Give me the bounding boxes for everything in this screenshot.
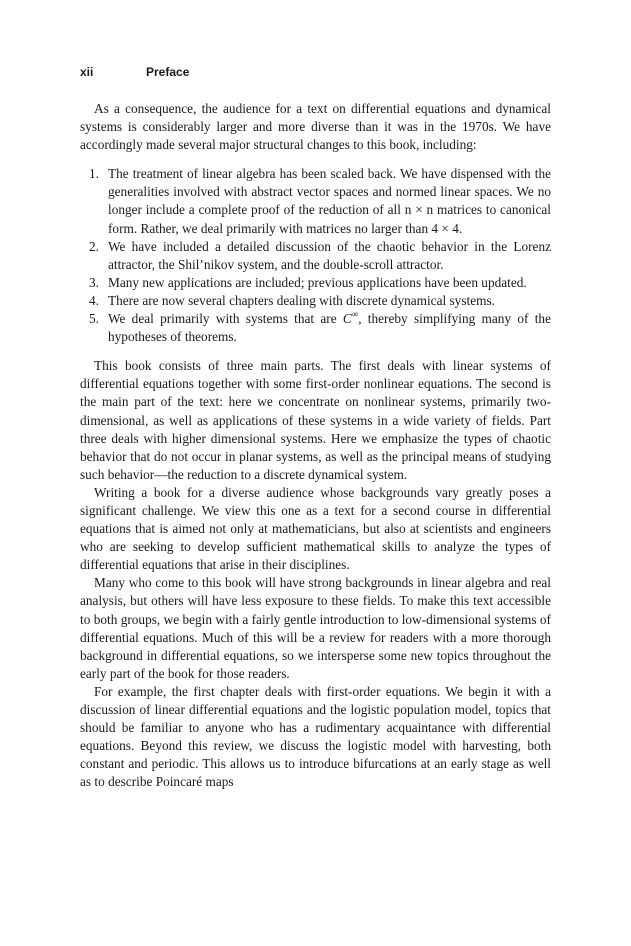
list-number: 4.	[89, 292, 99, 308]
body-paragraph: This book consists of three main parts. The first deals with linear systems of differential equations together with some first-order nonlinear equations. The second is the main part of the text: here we concentrate on nonlinear systems, primarily two-dimensional, as well as applications of these systems in a wide variety of fields. Part three deals with higher dimensional systems. Here we emphasize the types of chaotic behavior that do not occur in planar systems, as well as the principal means of studying such behavior—the reduction to a discrete dynamical system.	[80, 358, 551, 482]
list-item	[80, 292, 551, 310]
list-item	[80, 310, 551, 346]
book-page	[80, 64, 551, 791]
list-text-after: , thereby simplifying many of the hypotheses of theorems.	[108, 311, 551, 345]
body-paragraph: Writing a book for a diverse audience whose backgrounds vary greatly poses a significant challenge. We view this one as a text for a second course in differential equations that is aimed not only at mathematicians, but also at scientists and engineers who are seeking to develop sufficient mathematical skills to analyze the types of differential equations that arise in their disciplines.	[80, 484, 551, 573]
list-number: 2.	[89, 238, 99, 254]
list-number: 5.	[89, 311, 99, 327]
running-title: Preface	[146, 65, 190, 79]
page-number: xii	[80, 65, 94, 79]
list-item-text: The treatment of linear algebra has been scaled back. We have dispensed with the generalities involved with abstract vector spaces and normed linear spaces. We no longer include a complete proof of the reduction of all n × n matrices to canonical form. Rather, we deal primarily with matrices no larger than 4 × 4.	[108, 166, 551, 236]
list-item	[80, 165, 551, 237]
list-item-text: There are now several chapters dealing with discrete dynamical systems.	[108, 292, 495, 308]
list-number: 1.	[89, 166, 99, 182]
body-paragraph: For example, the first chapter deals with first-order equations. We begin it with a discussion of linear differential equations and the logistic population model, topics that should be familiar to anyone who has a rudimentary acquaintance with differential equations. Beyond this review, we discuss the logistic model with harvesting, both constant and periodic. This allows us to introduce bifurcations at an early stage as well as to describe Poincaré maps	[80, 683, 551, 790]
list-item-text: Many new applications are included; previous applications have been updated.	[108, 274, 527, 290]
structural-changes-list	[80, 165, 551, 346]
list-number: 3.	[89, 274, 99, 290]
list-item	[80, 274, 551, 292]
list-text-before: We deal primarily with systems that are	[108, 311, 343, 327]
math-symbol-c: C	[342, 311, 352, 327]
list-item-text: We have included a detailed discussion of the chaotic behavior in the Lorenz attractor, the Shil’nikov system, and the double-scroll attractor.	[108, 238, 551, 272]
list-item	[80, 238, 551, 274]
infinity-superscript: ∞	[351, 309, 359, 320]
list-item-text	[108, 311, 551, 344]
intro-paragraph: As a consequence, the audience for a text on differential equations and dynamical systems is considerably larger and more diverse than it was in the 1970s. We have accordingly made several major structural changes to this book, including:	[80, 101, 551, 153]
running-head	[80, 64, 551, 86]
body-paragraph: Many who come to this book will have strong backgrounds in linear algebra and real analysis, but others will have less exposure to these fields. To make this text accessible to both groups, we begin with a fairly gentle introduction to low-dimensional systems of differential equations. Much of this will be a review for readers with a more thorough background in differential equations, so we intersperse some new topics throughout the early part of the book for those readers.	[80, 575, 551, 681]
